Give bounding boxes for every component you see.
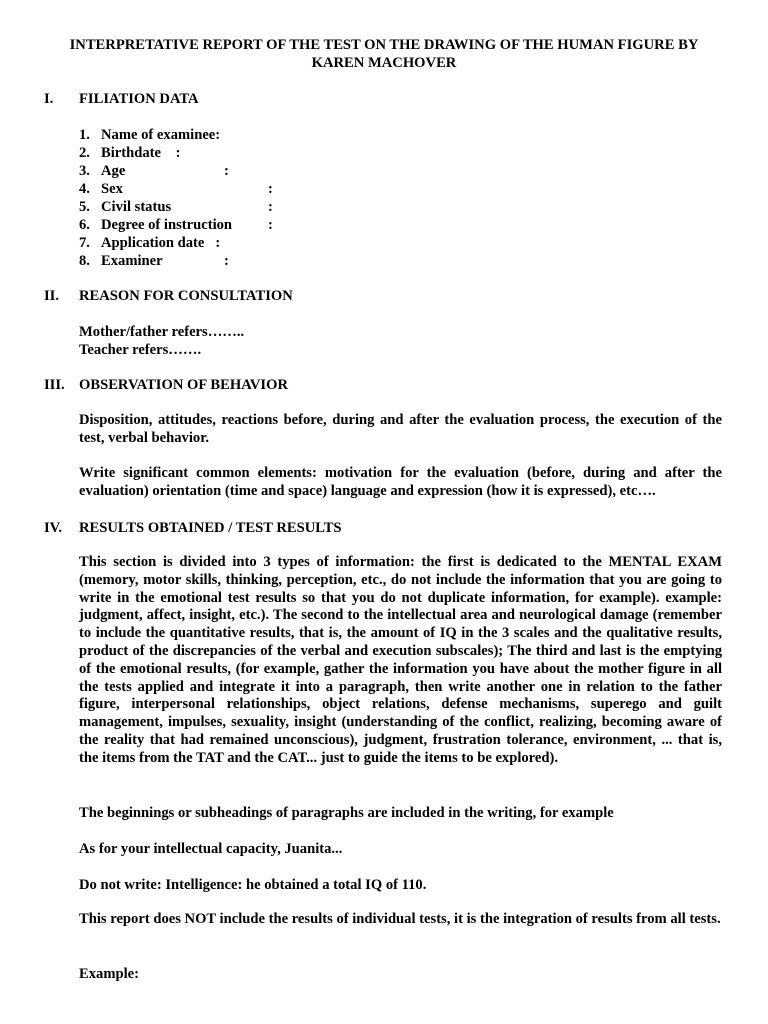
filiation-item: [79, 180, 273, 198]
behavior-paragraph: Disposition, attitudes, reactions before, during and after the evaluation process, the execution of the test, verbal behavior.: [79, 412, 722, 446]
section-title: REASON FOR CONSULTATION: [79, 288, 293, 304]
section-number: III.: [44, 377, 65, 393]
section-title: OBSERVATION OF BEHAVIOR: [79, 377, 288, 393]
section-number: I.: [44, 91, 54, 107]
results-paragraph: This section is divided into 3 types of information: the first is dedicated to the MENTAL EXAM (memory, motor skills, thinking, perception, etc., do not include the information that you are going to write in the emotional test results so that you do not duplicate information, for example). example: judgment, affect, insight, etc.). The second to the intellectual area and neurological damage (remember to include the quantitative results, that is, the amount of IQ in the 3 scales and the qualitative results, product of the discrepancies of the verbal and execution subscales); The third and last is the emptying of the emotional results, (for example, gather the information you have about the mother figure in all the tests applied and integrate it into a paragraph, then write another one in relation to the father figure, interpersonal relationships, object relations, defense mechanisms, superego and guilt management, impulses, sexuality, insight (understanding of the conflict, realizing, becoming aware of the reality that had remained unconscious), judgment, frustration tolerance, environment, ... that is, the items from the TAT and the CAT... just to guide the items to be explored).: [79, 554, 722, 766]
item-colon: :: [268, 217, 273, 233]
title-line-2: KAREN MACHOVER: [311, 54, 457, 71]
filiation-item: [79, 216, 273, 234]
item-label: Examiner: [101, 253, 163, 269]
note-line: As for your intellectual capacity, Juanita...: [79, 841, 343, 857]
item-label: Civil status: [101, 199, 172, 215]
section-title: FILIATION DATA: [79, 91, 199, 107]
item-label: Application date :: [101, 235, 221, 251]
item-number: 7.: [79, 235, 90, 251]
section-heading-filiation: [44, 90, 199, 108]
item-number: 3.: [79, 163, 90, 179]
item-number: 2.: [79, 145, 90, 161]
section-heading-consultation: [44, 287, 293, 305]
example-label: Example:: [79, 966, 139, 982]
note-line: The beginnings or subheadings of paragraphs are included in the writing, for example: [79, 805, 614, 821]
title-line-1: INTERPRETATIVE REPORT OF THE TEST ON THE DRAWING OF THE HUMAN FIGURE BY: [69, 37, 699, 53]
note-paragraph: This report does NOT include the results of individual tests, it is the integration of results from all tests.: [79, 911, 721, 927]
section-heading-behavior: [44, 376, 288, 394]
item-label: Degree of instruction: [101, 217, 233, 233]
item-number: 5.: [79, 199, 90, 215]
section-number: IV.: [44, 520, 62, 536]
filiation-item: [79, 144, 180, 162]
section-heading-results: [44, 519, 342, 537]
item-number: 1.: [79, 127, 90, 143]
consultation-line: Mother/father refers……..: [79, 324, 245, 340]
item-colon: :: [268, 181, 273, 197]
item-label: Age: [101, 163, 126, 179]
filiation-item: [79, 162, 229, 180]
item-colon: :: [224, 163, 229, 179]
item-number: 4.: [79, 181, 90, 197]
item-colon: :: [268, 199, 273, 215]
item-colon: :: [224, 253, 229, 269]
filiation-item: [79, 126, 220, 144]
section-title: RESULTS OBTAINED / TEST RESULTS: [79, 520, 342, 536]
behavior-paragraph: Write significant common elements: motivation for the evaluation (before, during and after the evaluation) orientation (time and space) language and expression (how it is expressed), etc….: [79, 465, 722, 499]
document-title: [40, 37, 728, 72]
filiation-item: [79, 198, 273, 216]
item-label: Sex: [101, 181, 123, 197]
filiation-item: [79, 252, 229, 270]
note-line: Do not write: Intelligence: he obtained a total IQ of 110.: [79, 877, 427, 893]
consultation-line: Teacher refers…….: [79, 342, 202, 358]
section-number: II.: [44, 288, 60, 304]
item-number: 8.: [79, 253, 90, 269]
item-label: Birthdate :: [101, 145, 181, 161]
item-label: Name of examinee:: [101, 127, 221, 143]
filiation-item: [79, 234, 220, 252]
item-number: 6.: [79, 217, 90, 233]
